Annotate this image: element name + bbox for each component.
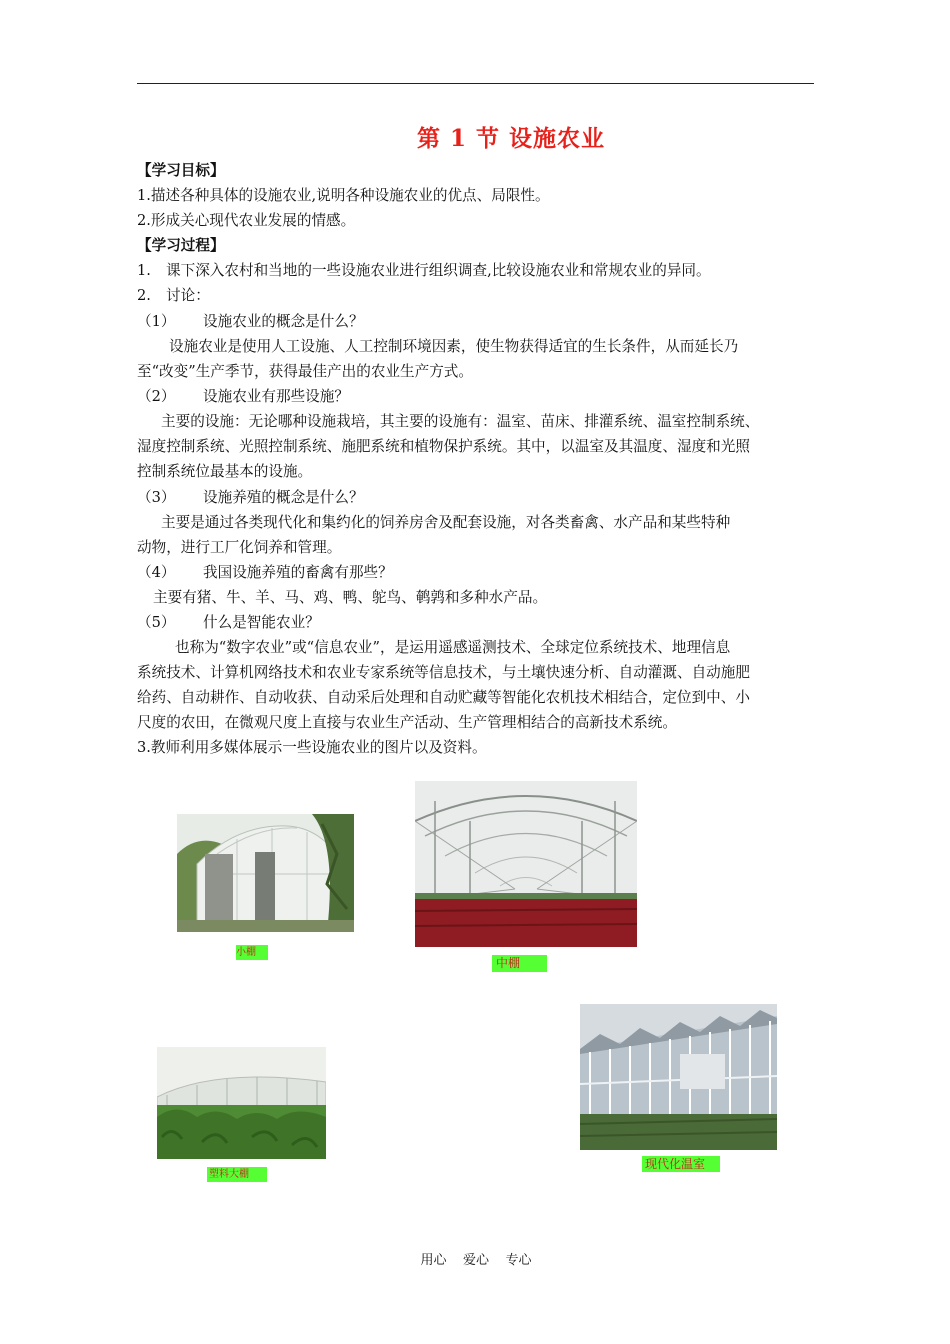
answer-line: 也称为“数字农业”或“信息农业”，是运用遥感遥测技术、全球定位系统技术、地理信息 — [175, 639, 731, 656]
answer-line: 主要是通过各类现代化和集约化的饲养房舍及配套设施，对各类畜禽、水产品和某些特种 — [161, 514, 731, 531]
question-2 — [137, 386, 817, 408]
question-number: （4） — [137, 564, 176, 581]
header-rule — [137, 83, 814, 84]
question-4 — [137, 562, 817, 584]
question-text: 我国设施养殖的畜禽有那些？ — [203, 564, 393, 581]
question-number: （3） — [137, 489, 176, 506]
step-text: 课下深入农村和当地的一些设施农业进行组织调查,比较设施农业和常规农业的异同。 — [166, 262, 711, 279]
question-text: 设施农业有那些设施？ — [203, 388, 349, 405]
answer-line: 主要有猪、牛、羊、马、鸡、鸭、鸵鸟、鹌鹑和多种水产品。 — [153, 589, 548, 606]
question-3 — [137, 487, 817, 509]
page-footer: 用心 爱心 专心 — [420, 1253, 532, 1268]
answer-line: 系统技术、计算机网络技术和农业专家系统等信息技术，与土壤快速分析、自动灌溉、自动施肥 — [137, 664, 750, 681]
question-1 — [137, 311, 817, 333]
step-number: 1. — [137, 262, 151, 279]
answer-line: 湿度控制系统、光照控制系统、施肥系统和植物保护系统。其中，以温室及其温度、湿度和光照 — [137, 438, 750, 455]
answer-line: 动物，进行工厂化饲养和管理。 — [137, 539, 342, 556]
question-text: 什么是智能农业？ — [203, 614, 320, 631]
small-shed-caption: 小棚 — [236, 945, 268, 960]
goal-item: 2.形成关心现代农业发展的情感。 — [137, 212, 356, 229]
question-number: （5） — [137, 614, 176, 631]
small-shed-photo — [177, 814, 354, 932]
step-2 — [137, 285, 817, 307]
step-number: 2. — [137, 287, 151, 304]
answer-line: 设施农业是使用人工设施、人工控制环境因素，使生物获得适宜的生长条件，从而延长乃 — [169, 338, 739, 355]
modern-greenhouse-photo — [580, 1004, 777, 1150]
page-title: 第 1 节 设施农业 — [416, 125, 606, 152]
question-text: 设施农业的概念是什么？ — [203, 313, 364, 330]
goal-item: 1.描述各种具体的设施农业,说明各种设施农业的优点、局限性。 — [137, 187, 550, 204]
question-number: （2） — [137, 388, 176, 405]
step-text: 讨论： — [166, 287, 210, 304]
answer-line: 至“改变”生产季节，获得最佳产出的农业生产方式。 — [137, 363, 473, 380]
question-text: 设施养殖的概念是什么？ — [203, 489, 364, 506]
plastic-greenhouse-caption: 塑料大棚 — [207, 1167, 267, 1182]
step-1 — [137, 260, 817, 282]
modern-greenhouse-caption: 现代化温室 — [642, 1156, 720, 1172]
question-number: （1） — [137, 313, 176, 330]
question-5 — [137, 612, 817, 634]
answer-line: 主要的设施：无论哪种设施栽培，其主要的设施有：温室、苗床、排灌系统、温室控制系统、 — [161, 413, 760, 430]
medium-shed-photo — [415, 781, 637, 947]
plastic-greenhouse-photo — [157, 1047, 326, 1159]
answer-line: 控制系统位最基本的设施。 — [137, 463, 313, 480]
medium-shed-caption: 中棚 — [492, 955, 547, 972]
goals-heading: 【学习目标】 — [137, 162, 225, 179]
answer-line: 尺度的农田，在微观尺度上直接与农业生产活动、生产管理相结合的高新技术系统。 — [137, 714, 677, 731]
process-heading: 【学习过程】 — [137, 237, 225, 254]
answer-line: 给药、自动耕作、自动收获、自动采后处理和自动贮藏等智能化农机技术相结合，定位到中、小 — [137, 689, 750, 706]
step-3: 3.教师利用多媒体展示一些设施农业的图片以及资料。 — [137, 739, 487, 756]
